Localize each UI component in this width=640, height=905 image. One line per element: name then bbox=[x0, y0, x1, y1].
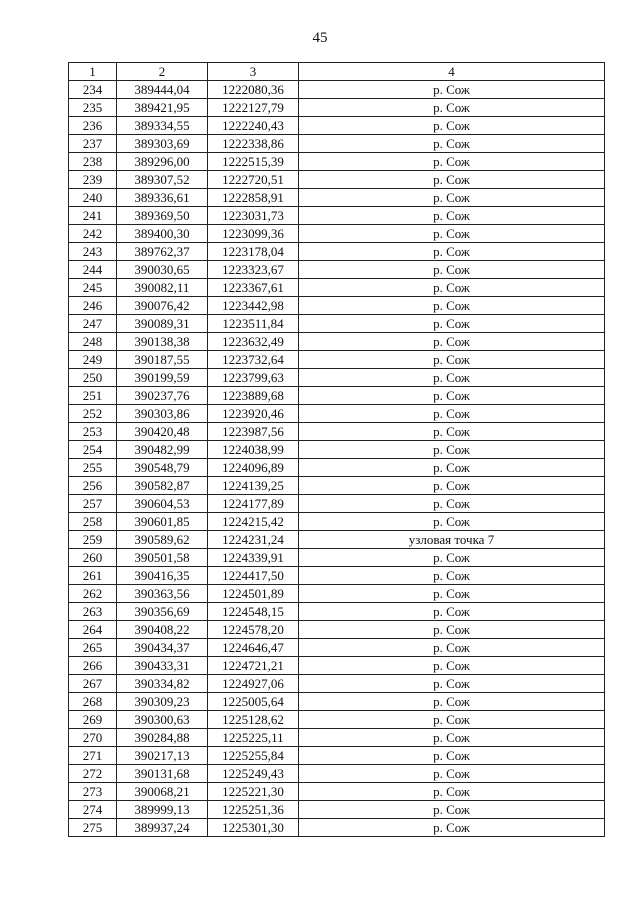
x-coordinate-cell: 390237,76 bbox=[117, 387, 208, 405]
y-coordinate-cell: 1224721,21 bbox=[208, 657, 299, 675]
y-coordinate-cell: 1224215,42 bbox=[208, 513, 299, 531]
table-row bbox=[69, 675, 605, 693]
y-coordinate-cell: 1224501,89 bbox=[208, 585, 299, 603]
table-row bbox=[69, 117, 605, 135]
y-coordinate-cell: 1224096,89 bbox=[208, 459, 299, 477]
table-row bbox=[69, 621, 605, 639]
description-cell: р. Сож bbox=[299, 279, 605, 297]
description-cell: р. Сож bbox=[299, 297, 605, 315]
description-cell: р. Сож bbox=[299, 459, 605, 477]
point-number-cell: 271 bbox=[69, 747, 117, 765]
page-number: 45 bbox=[312, 30, 328, 46]
table-row bbox=[69, 369, 605, 387]
description-cell: р. Сож bbox=[299, 495, 605, 513]
x-coordinate-cell: 390199,59 bbox=[117, 369, 208, 387]
x-coordinate-cell: 390433,31 bbox=[117, 657, 208, 675]
point-number-cell: 247 bbox=[69, 315, 117, 333]
description-cell: р. Сож bbox=[299, 819, 605, 837]
table-row bbox=[69, 711, 605, 729]
description-cell: р. Сож bbox=[299, 477, 605, 495]
y-coordinate-cell: 1225251,36 bbox=[208, 801, 299, 819]
point-number-cell: 255 bbox=[69, 459, 117, 477]
description-cell: р. Сож bbox=[299, 513, 605, 531]
table-row bbox=[69, 171, 605, 189]
point-number-cell: 242 bbox=[69, 225, 117, 243]
header-col-4: 4 bbox=[299, 63, 605, 81]
x-coordinate-cell: 389303,69 bbox=[117, 135, 208, 153]
table-row bbox=[69, 459, 605, 477]
y-coordinate-cell: 1224927,06 bbox=[208, 675, 299, 693]
x-coordinate-cell: 390300,63 bbox=[117, 711, 208, 729]
point-number-cell: 236 bbox=[69, 117, 117, 135]
point-number-cell: 235 bbox=[69, 99, 117, 117]
y-coordinate-cell: 1223323,67 bbox=[208, 261, 299, 279]
point-number-cell: 267 bbox=[69, 675, 117, 693]
table-row bbox=[69, 495, 605, 513]
x-coordinate-cell: 389762,37 bbox=[117, 243, 208, 261]
description-cell: р. Сож bbox=[299, 243, 605, 261]
table-row bbox=[69, 243, 605, 261]
point-number-cell: 251 bbox=[69, 387, 117, 405]
x-coordinate-cell: 389999,13 bbox=[117, 801, 208, 819]
description-cell: р. Сож bbox=[299, 369, 605, 387]
y-coordinate-cell: 1224038,99 bbox=[208, 441, 299, 459]
x-coordinate-cell: 390482,99 bbox=[117, 441, 208, 459]
x-coordinate-cell: 389369,50 bbox=[117, 207, 208, 225]
x-coordinate-cell: 390416,35 bbox=[117, 567, 208, 585]
x-coordinate-cell: 389937,24 bbox=[117, 819, 208, 837]
y-coordinate-cell: 1224417,50 bbox=[208, 567, 299, 585]
y-coordinate-cell: 1223178,04 bbox=[208, 243, 299, 261]
table-row bbox=[69, 441, 605, 459]
description-cell: р. Сож bbox=[299, 765, 605, 783]
table-row bbox=[69, 549, 605, 567]
point-number-cell: 239 bbox=[69, 171, 117, 189]
x-coordinate-cell: 390076,42 bbox=[117, 297, 208, 315]
y-coordinate-cell: 1223889,68 bbox=[208, 387, 299, 405]
point-number-cell: 246 bbox=[69, 297, 117, 315]
x-coordinate-cell: 390089,31 bbox=[117, 315, 208, 333]
x-coordinate-cell: 390434,37 bbox=[117, 639, 208, 657]
y-coordinate-cell: 1222720,51 bbox=[208, 171, 299, 189]
table-row bbox=[69, 153, 605, 171]
table-row bbox=[69, 729, 605, 747]
point-number-cell: 253 bbox=[69, 423, 117, 441]
y-coordinate-cell: 1225255,84 bbox=[208, 747, 299, 765]
description-cell: р. Сож bbox=[299, 117, 605, 135]
x-coordinate-cell: 390548,79 bbox=[117, 459, 208, 477]
description-cell: р. Сож bbox=[299, 621, 605, 639]
table-row bbox=[69, 639, 605, 657]
table-row bbox=[69, 405, 605, 423]
x-coordinate-cell: 390589,62 bbox=[117, 531, 208, 549]
y-coordinate-cell: 1222080,36 bbox=[208, 81, 299, 99]
x-coordinate-cell: 390082,11 bbox=[117, 279, 208, 297]
y-coordinate-cell: 1223732,64 bbox=[208, 351, 299, 369]
y-coordinate-cell: 1225225,11 bbox=[208, 729, 299, 747]
table-row bbox=[69, 297, 605, 315]
y-coordinate-cell: 1223367,61 bbox=[208, 279, 299, 297]
x-coordinate-cell: 389421,95 bbox=[117, 99, 208, 117]
description-cell: р. Сож bbox=[299, 81, 605, 99]
table-row bbox=[69, 423, 605, 441]
x-coordinate-cell: 390284,88 bbox=[117, 729, 208, 747]
header-col-2: 2 bbox=[117, 63, 208, 81]
point-number-cell: 252 bbox=[69, 405, 117, 423]
table-row bbox=[69, 351, 605, 369]
point-number-cell: 241 bbox=[69, 207, 117, 225]
table-row bbox=[69, 477, 605, 495]
x-coordinate-cell: 390408,22 bbox=[117, 621, 208, 639]
point-number-cell: 258 bbox=[69, 513, 117, 531]
table-row bbox=[69, 693, 605, 711]
x-coordinate-cell: 390138,38 bbox=[117, 333, 208, 351]
point-number-cell: 259 bbox=[69, 531, 117, 549]
x-coordinate-cell: 390601,85 bbox=[117, 513, 208, 531]
point-number-cell: 240 bbox=[69, 189, 117, 207]
description-cell: р. Сож bbox=[299, 333, 605, 351]
table-row bbox=[69, 81, 605, 99]
description-cell: р. Сож bbox=[299, 711, 605, 729]
description-cell: р. Сож bbox=[299, 747, 605, 765]
x-coordinate-cell: 390501,58 bbox=[117, 549, 208, 567]
description-cell: р. Сож bbox=[299, 423, 605, 441]
y-coordinate-cell: 1225221,30 bbox=[208, 783, 299, 801]
point-number-cell: 272 bbox=[69, 765, 117, 783]
header-col-3: 3 bbox=[208, 63, 299, 81]
y-coordinate-cell: 1225301,30 bbox=[208, 819, 299, 837]
x-coordinate-cell: 389296,00 bbox=[117, 153, 208, 171]
table-header bbox=[69, 63, 605, 81]
table-row bbox=[69, 603, 605, 621]
table-row bbox=[69, 315, 605, 333]
x-coordinate-cell: 390030,65 bbox=[117, 261, 208, 279]
point-number-cell: 243 bbox=[69, 243, 117, 261]
x-coordinate-cell: 390309,23 bbox=[117, 693, 208, 711]
y-coordinate-cell: 1223031,73 bbox=[208, 207, 299, 225]
x-coordinate-cell: 389334,55 bbox=[117, 117, 208, 135]
x-coordinate-cell: 390604,53 bbox=[117, 495, 208, 513]
table-row bbox=[69, 387, 605, 405]
point-number-cell: 270 bbox=[69, 729, 117, 747]
point-number-cell: 248 bbox=[69, 333, 117, 351]
description-cell: р. Сож bbox=[299, 315, 605, 333]
y-coordinate-cell: 1223511,84 bbox=[208, 315, 299, 333]
description-cell: р. Сож bbox=[299, 99, 605, 117]
y-coordinate-cell: 1223799,63 bbox=[208, 369, 299, 387]
table-row bbox=[69, 819, 605, 837]
y-coordinate-cell: 1224646,47 bbox=[208, 639, 299, 657]
table-row bbox=[69, 585, 605, 603]
description-cell: р. Сож bbox=[299, 351, 605, 369]
description-cell: р. Сож bbox=[299, 135, 605, 153]
description-cell: р. Сож bbox=[299, 171, 605, 189]
point-number-cell: 256 bbox=[69, 477, 117, 495]
point-number-cell: 266 bbox=[69, 657, 117, 675]
description-cell: р. Сож bbox=[299, 387, 605, 405]
table-row bbox=[69, 189, 605, 207]
point-number-cell: 263 bbox=[69, 603, 117, 621]
point-number-cell: 261 bbox=[69, 567, 117, 585]
x-coordinate-cell: 390334,82 bbox=[117, 675, 208, 693]
y-coordinate-cell: 1223987,56 bbox=[208, 423, 299, 441]
point-number-cell: 250 bbox=[69, 369, 117, 387]
x-coordinate-cell: 389444,04 bbox=[117, 81, 208, 99]
x-coordinate-cell: 389307,52 bbox=[117, 171, 208, 189]
point-number-cell: 254 bbox=[69, 441, 117, 459]
y-coordinate-cell: 1224231,24 bbox=[208, 531, 299, 549]
table-row bbox=[69, 513, 605, 531]
y-coordinate-cell: 1222858,91 bbox=[208, 189, 299, 207]
header-col-1: 1 bbox=[69, 63, 117, 81]
point-number-cell: 274 bbox=[69, 801, 117, 819]
point-number-cell: 237 bbox=[69, 135, 117, 153]
point-number-cell: 260 bbox=[69, 549, 117, 567]
description-cell: р. Сож bbox=[299, 729, 605, 747]
y-coordinate-cell: 1224548,15 bbox=[208, 603, 299, 621]
description-cell: р. Сож bbox=[299, 603, 605, 621]
point-number-cell: 262 bbox=[69, 585, 117, 603]
x-coordinate-cell: 390356,69 bbox=[117, 603, 208, 621]
description-cell: р. Сож bbox=[299, 405, 605, 423]
y-coordinate-cell: 1225249,43 bbox=[208, 765, 299, 783]
x-coordinate-cell: 390582,87 bbox=[117, 477, 208, 495]
y-coordinate-cell: 1223632,49 bbox=[208, 333, 299, 351]
point-number-cell: 268 bbox=[69, 693, 117, 711]
y-coordinate-cell: 1223442,98 bbox=[208, 297, 299, 315]
x-coordinate-cell: 389336,61 bbox=[117, 189, 208, 207]
coordinates-table bbox=[68, 62, 605, 837]
description-cell: р. Сож bbox=[299, 261, 605, 279]
x-coordinate-cell: 390131,68 bbox=[117, 765, 208, 783]
table-row bbox=[69, 225, 605, 243]
table-row bbox=[69, 99, 605, 117]
description-cell: р. Сож bbox=[299, 693, 605, 711]
description-cell: узловая точка 7 bbox=[299, 531, 605, 549]
x-coordinate-cell: 389400,30 bbox=[117, 225, 208, 243]
y-coordinate-cell: 1222338,86 bbox=[208, 135, 299, 153]
point-number-cell: 238 bbox=[69, 153, 117, 171]
description-cell: р. Сож bbox=[299, 783, 605, 801]
description-cell: р. Сож bbox=[299, 657, 605, 675]
point-number-cell: 234 bbox=[69, 81, 117, 99]
point-number-cell: 244 bbox=[69, 261, 117, 279]
description-cell: р. Сож bbox=[299, 585, 605, 603]
table-row bbox=[69, 765, 605, 783]
description-cell: р. Сож bbox=[299, 441, 605, 459]
description-cell: р. Сож bbox=[299, 639, 605, 657]
y-coordinate-cell: 1223920,46 bbox=[208, 405, 299, 423]
y-coordinate-cell: 1222240,43 bbox=[208, 117, 299, 135]
table-row bbox=[69, 567, 605, 585]
table-row bbox=[69, 801, 605, 819]
y-coordinate-cell: 1224578,20 bbox=[208, 621, 299, 639]
table-row bbox=[69, 279, 605, 297]
table-row bbox=[69, 207, 605, 225]
y-coordinate-cell: 1224139,25 bbox=[208, 477, 299, 495]
table-row bbox=[69, 261, 605, 279]
table-row bbox=[69, 135, 605, 153]
point-number-cell: 257 bbox=[69, 495, 117, 513]
point-number-cell: 273 bbox=[69, 783, 117, 801]
x-coordinate-cell: 390217,13 bbox=[117, 747, 208, 765]
x-coordinate-cell: 390068,21 bbox=[117, 783, 208, 801]
y-coordinate-cell: 1223099,36 bbox=[208, 225, 299, 243]
description-cell: р. Сож bbox=[299, 153, 605, 171]
table-row bbox=[69, 531, 605, 549]
description-cell: р. Сож bbox=[299, 675, 605, 693]
y-coordinate-cell: 1222515,39 bbox=[208, 153, 299, 171]
point-number-cell: 245 bbox=[69, 279, 117, 297]
table-row bbox=[69, 747, 605, 765]
description-cell: р. Сож bbox=[299, 549, 605, 567]
description-cell: р. Сож bbox=[299, 189, 605, 207]
y-coordinate-cell: 1224339,91 bbox=[208, 549, 299, 567]
point-number-cell: 275 bbox=[69, 819, 117, 837]
x-coordinate-cell: 390303,86 bbox=[117, 405, 208, 423]
description-cell: р. Сож bbox=[299, 801, 605, 819]
point-number-cell: 265 bbox=[69, 639, 117, 657]
point-number-cell: 264 bbox=[69, 621, 117, 639]
table-row bbox=[69, 657, 605, 675]
description-cell: р. Сож bbox=[299, 567, 605, 585]
x-coordinate-cell: 390420,48 bbox=[117, 423, 208, 441]
table-body bbox=[69, 81, 605, 837]
description-cell: р. Сож bbox=[299, 225, 605, 243]
point-number-cell: 249 bbox=[69, 351, 117, 369]
description-cell: р. Сож bbox=[299, 207, 605, 225]
y-coordinate-cell: 1225005,64 bbox=[208, 693, 299, 711]
y-coordinate-cell: 1224177,89 bbox=[208, 495, 299, 513]
y-coordinate-cell: 1225128,62 bbox=[208, 711, 299, 729]
header-row bbox=[69, 63, 605, 81]
x-coordinate-cell: 390363,56 bbox=[117, 585, 208, 603]
table-row bbox=[69, 783, 605, 801]
table-row bbox=[69, 333, 605, 351]
x-coordinate-cell: 390187,55 bbox=[117, 351, 208, 369]
y-coordinate-cell: 1222127,79 bbox=[208, 99, 299, 117]
point-number-cell: 269 bbox=[69, 711, 117, 729]
